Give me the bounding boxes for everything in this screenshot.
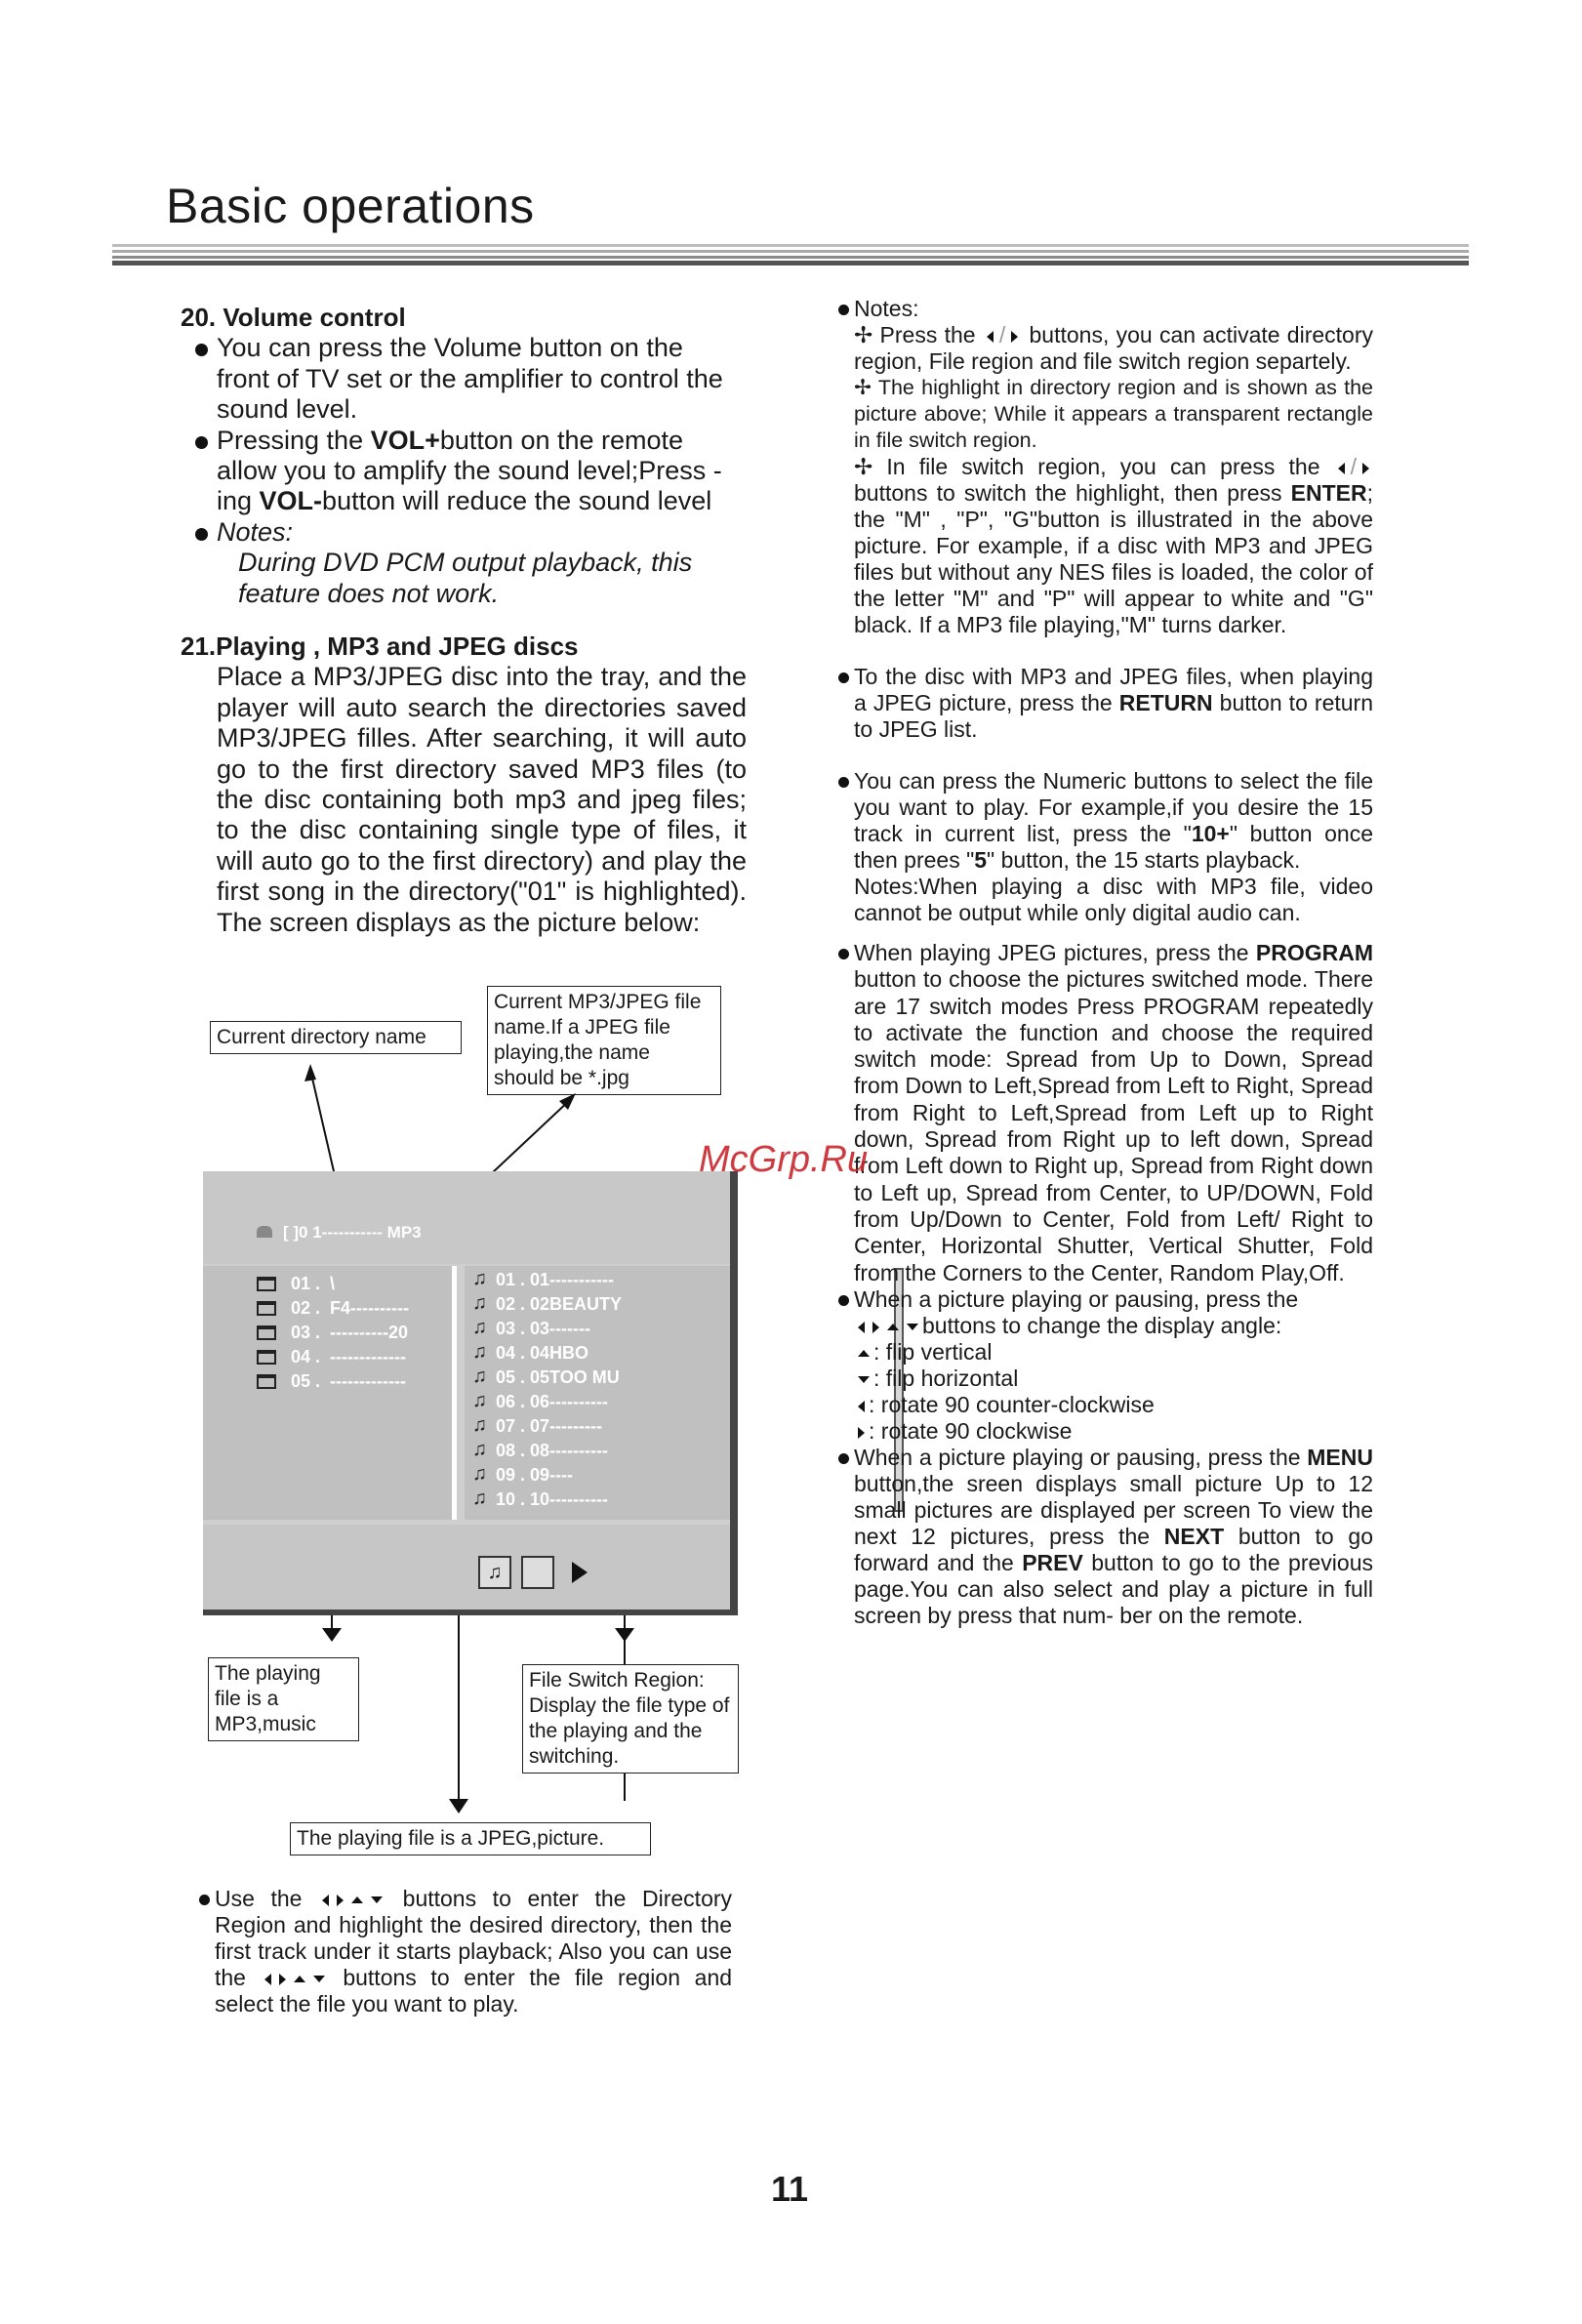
music-note-icon: ♫ (472, 1488, 487, 1509)
file-switch-region (203, 1525, 738, 1615)
folder-icon (257, 1374, 276, 1389)
right-arrow-icon (1362, 463, 1369, 474)
note-3: ✢ In file switch region, you can press the / buttons to switch the highlight, then press ENTER; the "M" , "P", "G"button is illustrated in the above picture. For example, if a disc with MP3 and JPEG files but without any NES files is loaded, the color of the letter "M" and "P" will appear to white and "G" black. If a MP3 file playing,"M" turns darker. (854, 454, 1373, 637)
music-switch-icon[interactable]: ♫ (478, 1556, 511, 1589)
up-arrow-icon (294, 1976, 305, 1982)
file-item[interactable]: 10 . 10---------- (496, 1489, 608, 1509)
directory-item[interactable]: 04 . ------------- (291, 1347, 406, 1366)
directory-item[interactable]: 02 . F4---------- (291, 1298, 409, 1318)
music-note-icon: ♫ (472, 1390, 487, 1411)
text: You can press the Numeric buttons to select the file you want to play. For example,if you desire the 15 track in current list, press the " (854, 768, 1373, 846)
text: : flip vertical (873, 1338, 993, 1365)
music-note-icon: ♫ (472, 1292, 487, 1314)
bullet-program (854, 940, 1373, 1286)
paragraph: Place a MP3/JPEG disc into the tray, and the player will auto search the directories saved MP3/JPEG filles. After searching, it will auto go to the first directory saved MP3 files (to the disc containing both mp3 and jpeg files; to the disc containing single type of files, it will auto go to the first directory) and play the first song in the directory("01" is highlighted). The screen displays as the picture below: (217, 662, 747, 937)
down-arrow-icon (313, 1976, 325, 1982)
section-heading: 21.Playing , MP3 and JPEG discs (181, 632, 579, 661)
text: When a picture playing or pausing, press the (854, 1285, 1299, 1312)
file-item[interactable]: 04 . 04HBO (496, 1343, 589, 1363)
text: When playing JPEG pictures, press the (854, 940, 1249, 965)
text: : rotate 90 clockwise (869, 1417, 1073, 1444)
vol-plus-label: VOL+ (370, 425, 440, 455)
directory-item[interactable]: 03 . ----------20 (291, 1323, 408, 1342)
right-arrow-icon (337, 1895, 344, 1906)
note-2 (854, 375, 1373, 454)
file-item[interactable]: 02 . 02BEAUTY (496, 1294, 623, 1314)
up-arrow-icon (858, 1350, 870, 1357)
return-label: RETURN (1118, 690, 1213, 715)
screen-mockup (203, 1171, 738, 1615)
directory-region (203, 1266, 457, 1520)
up-arrow-icon (887, 1324, 899, 1330)
file-item[interactable]: 01 . 01----------- (496, 1270, 614, 1289)
text: buttons to enter the Directory Region and highlight the desired directory, then the first track under it starts playback; Also you can use the (215, 1886, 733, 1990)
text: In file switch region, you can press the (886, 454, 1320, 479)
music-note-icon: ♫ (472, 1341, 487, 1363)
sparkle-icon: ✢ (854, 454, 873, 479)
file-item[interactable]: 06 . 06---------- (496, 1392, 608, 1411)
text: buttons to change the display angle: (922, 1312, 1282, 1338)
left-arrow-icon (1338, 463, 1345, 474)
directory-item[interactable]: 05 . ------------- (291, 1371, 406, 1391)
file-item[interactable]: 05 . 05TOO MU (496, 1367, 620, 1387)
left-bottom-bullet (215, 1886, 732, 2018)
left-arrow-icon (987, 331, 994, 343)
text: Pressing the (217, 425, 371, 455)
file-region (465, 1266, 730, 1520)
file-item[interactable]: 03 . 03------- (496, 1319, 591, 1338)
vol-minus-label: VOL- (259, 486, 323, 516)
text: The highlight in directory region and is shown as the picture above; While it appears a transparent rectangle in file switch region. (854, 376, 1373, 452)
callout-mp3-playing: The playing file is a MP3,music (208, 1657, 359, 1741)
text: buttons to enter the file region and select the file you want to play. (215, 1965, 733, 2017)
text: Use the (215, 1886, 303, 1911)
right-arrow-icon (872, 1322, 879, 1333)
text: To the disc with MP3 and JPEG files, when playing a JPEG picture, press the (854, 664, 1373, 715)
text: : rotate 90 counter-clockwise (869, 1391, 1155, 1417)
text: button to return to JPEG list. (854, 690, 1373, 742)
page-title: Basic operations (166, 179, 535, 233)
down-arrow-icon (371, 1896, 383, 1903)
left-arrow-icon (858, 1401, 865, 1412)
prev-label: PREV (1022, 1549, 1083, 1575)
note-1: ✢ Press the / buttons, you can activate directory region, File region and file switch region separtely. (854, 322, 1374, 374)
paragraph: You can press the Volume button on the front of TV set or the amplifier to control the sound level. (217, 333, 734, 425)
folder-open-icon (257, 1277, 276, 1291)
directory-item[interactable]: 01 . \ (291, 1274, 336, 1293)
left-arrow-icon (322, 1895, 329, 1906)
callout-current-file: Current MP3/JPEG file name.If a JPEG file playing,the name should be *.jpg (487, 986, 721, 1095)
folder-icon (257, 1325, 276, 1340)
notes-label: Notes: (854, 296, 1373, 322)
callout-jpeg-playing: The playing file is a JPEG,picture. (290, 1822, 651, 1855)
text: buttons, you can activate directory region, File region and file switch region separtely. (854, 322, 1374, 374)
text: button will reduce the sound level (322, 486, 712, 516)
callout-current-directory: Current directory name (210, 1021, 462, 1054)
file-item[interactable]: 09 . 09---- (496, 1465, 574, 1485)
left-arrow-icon (858, 1322, 865, 1333)
music-note-icon: ♫ (472, 1366, 487, 1387)
bullet-numeric (854, 768, 1373, 926)
down-arrow-icon (858, 1376, 870, 1383)
watermark: McGrp.Ru (699, 1139, 869, 1180)
picture-switch-box[interactable] (521, 1556, 554, 1589)
text: button to choose the pictures switched mode. There are 17 switch modes Press PROGRAM repeatedly to activate the function and choose the required switch mode: Spread from Up to Down, Spread from Down to Left,Spread from Left to Right, Spread from Right to Left,Spread from Left up to Right down, Spread from Right up to left down, Spread from Left down to Right up, Spread from Right down to Left up, Spread from Center, to UP/DOWN, Fold from Up/Down to Center, Fold from Left/ Right to Center, Horizontal Shutter, Vertical Shutter, Fold from the Corners to the Center, Random Play,Off. (854, 966, 1373, 1285)
text: button to go to the previous page.You can also select and play a picture in full screen by press that num- ber on the remote. (854, 1549, 1373, 1628)
bullet-menu (854, 1445, 1373, 1629)
music-note-icon: ♫ (472, 1414, 487, 1436)
callout-file-switch-region: File Switch Region: Display the file type of the playing and the switching. (522, 1664, 739, 1774)
music-note-icon: ♫ (472, 1439, 487, 1460)
program-label: PROGRAM (1255, 940, 1373, 965)
menu-label: MENU (1307, 1444, 1373, 1470)
left-arrow-icon (264, 1974, 271, 1985)
text: button,the sreen displays small picture Up to 12 small pictures are displayed per screen To view the next 12 pictures, press the (854, 1470, 1373, 1549)
bullet-return (854, 664, 1373, 743)
down-arrow-icon (907, 1324, 918, 1330)
right-arrow-icon (1011, 331, 1018, 343)
next-label: NEXT (1163, 1523, 1225, 1549)
play-icon[interactable] (572, 1562, 588, 1583)
text: Press the (879, 322, 976, 347)
file-item[interactable]: 08 . 08---------- (496, 1441, 608, 1460)
right-arrow-icon (858, 1427, 865, 1439)
music-note-icon: ♫ (472, 1268, 487, 1289)
screen-path: [ ]0 1----------- MP3 (283, 1223, 422, 1242)
numeric-note: Notes:When playing a disc with MP3 file, video cannot be output while only digital audio can. (854, 874, 1373, 925)
text: " button, the 15 starts playback. (987, 847, 1301, 873)
disc-icon (257, 1226, 272, 1238)
up-arrow-icon (351, 1896, 363, 1903)
enter-label: ENTER (1290, 480, 1367, 506)
folder-icon (257, 1301, 276, 1316)
five-label: 5 (974, 847, 988, 873)
text: button to go forward and the (854, 1523, 1373, 1575)
section-heading: 20. Volume control (181, 303, 406, 332)
music-note-icon: ♫ (472, 1463, 487, 1485)
sparkle-icon: ✢ (854, 322, 873, 347)
page-number: 11 (771, 2169, 809, 2209)
sparkle-icon: ✢ (854, 376, 872, 399)
text: " button once then prees " (854, 821, 1374, 873)
right-arrow-icon (279, 1974, 286, 1985)
music-note-icon: ♫ (472, 1317, 487, 1338)
file-item[interactable]: 07 . 07--------- (496, 1416, 602, 1436)
ten-plus-label: 10+ (1191, 821, 1230, 846)
screen-edge (730, 1171, 738, 1615)
notes-text: During DVD PCM output playback, this feature does not work. (238, 548, 693, 608)
text: buttons to switch the highlight, then press (854, 480, 1282, 506)
screen-header (203, 1171, 738, 1264)
text: button on the remote allow you to amplify the sound level;Press -ing (217, 425, 722, 516)
text: When a picture playing or pausing, press the (854, 1444, 1301, 1470)
right-column (854, 296, 1373, 1629)
text: : filp horizontal (873, 1365, 1019, 1391)
notes-label: Notes: (217, 517, 747, 548)
text: ; the "M" , "P", "G"button is illustrated in the above picture. For example, if a disc with MP3 and JPEG files but without any NES files is loaded, the color of the letter "M" and "P" will appear to white and "G" black. If a MP3 file playing,"M" turns darker. (854, 480, 1373, 637)
bullet-angle (854, 1286, 1373, 1445)
folder-icon (257, 1350, 276, 1365)
